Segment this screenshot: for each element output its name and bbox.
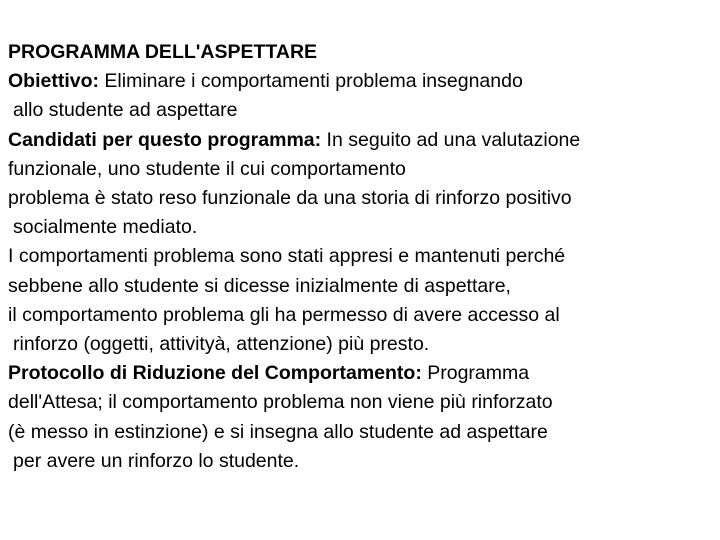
slide-title: PROGRAMMA DELL'ASPETTARE bbox=[8, 41, 318, 63]
candidates-text-1: In seguito ad una valutazione bbox=[321, 128, 581, 151]
objective-text-1: Eliminare i comportamenti problema insegnando bbox=[99, 70, 523, 93]
candidates-line-3: problema è stato reso funzionale da una storia di rinforzo positivo bbox=[8, 187, 572, 210]
protocol-label: Protocollo di Riduzione del Comportamento: bbox=[8, 362, 422, 385]
explanation-line-1: I comportamenti problema sono stati appresi e mantenuti perché bbox=[8, 245, 566, 268]
protocol-line-2: dell'Attesa; il comportamento problema non viene più rinforzato bbox=[8, 391, 553, 414]
explanation-line-2: sebbene allo studente si dicesse inizialmente di aspettare, bbox=[8, 274, 511, 297]
protocol-line-4: per avere un rinforzo lo studente. bbox=[13, 449, 300, 472]
protocol-text-1: Programma bbox=[421, 362, 530, 385]
slide-content bbox=[8, 38, 716, 476]
protocol-line-1 bbox=[8, 359, 716, 388]
objective-line-1 bbox=[8, 67, 716, 96]
objective-label: Obiettivo: bbox=[8, 70, 99, 93]
explanation-line-4: rinforzo (oggetti, attivityà, attenzione) più presto. bbox=[13, 333, 430, 356]
protocol-line-3: (è messo in estinzione) e si insegna allo studente ad aspettare bbox=[8, 420, 548, 443]
candidates-line-2: funzionale, uno studente il cui comportamento bbox=[8, 157, 406, 180]
candidates-line-1 bbox=[8, 126, 716, 155]
explanation-line-3: il comportamento problema gli ha permesso di avere accesso al bbox=[8, 303, 560, 326]
candidates-line-4: socialmente mediato. bbox=[13, 216, 198, 239]
objective-line-2: allo studente ad aspettare bbox=[13, 99, 238, 122]
candidates-label: Candidati per questo programma: bbox=[8, 128, 322, 151]
